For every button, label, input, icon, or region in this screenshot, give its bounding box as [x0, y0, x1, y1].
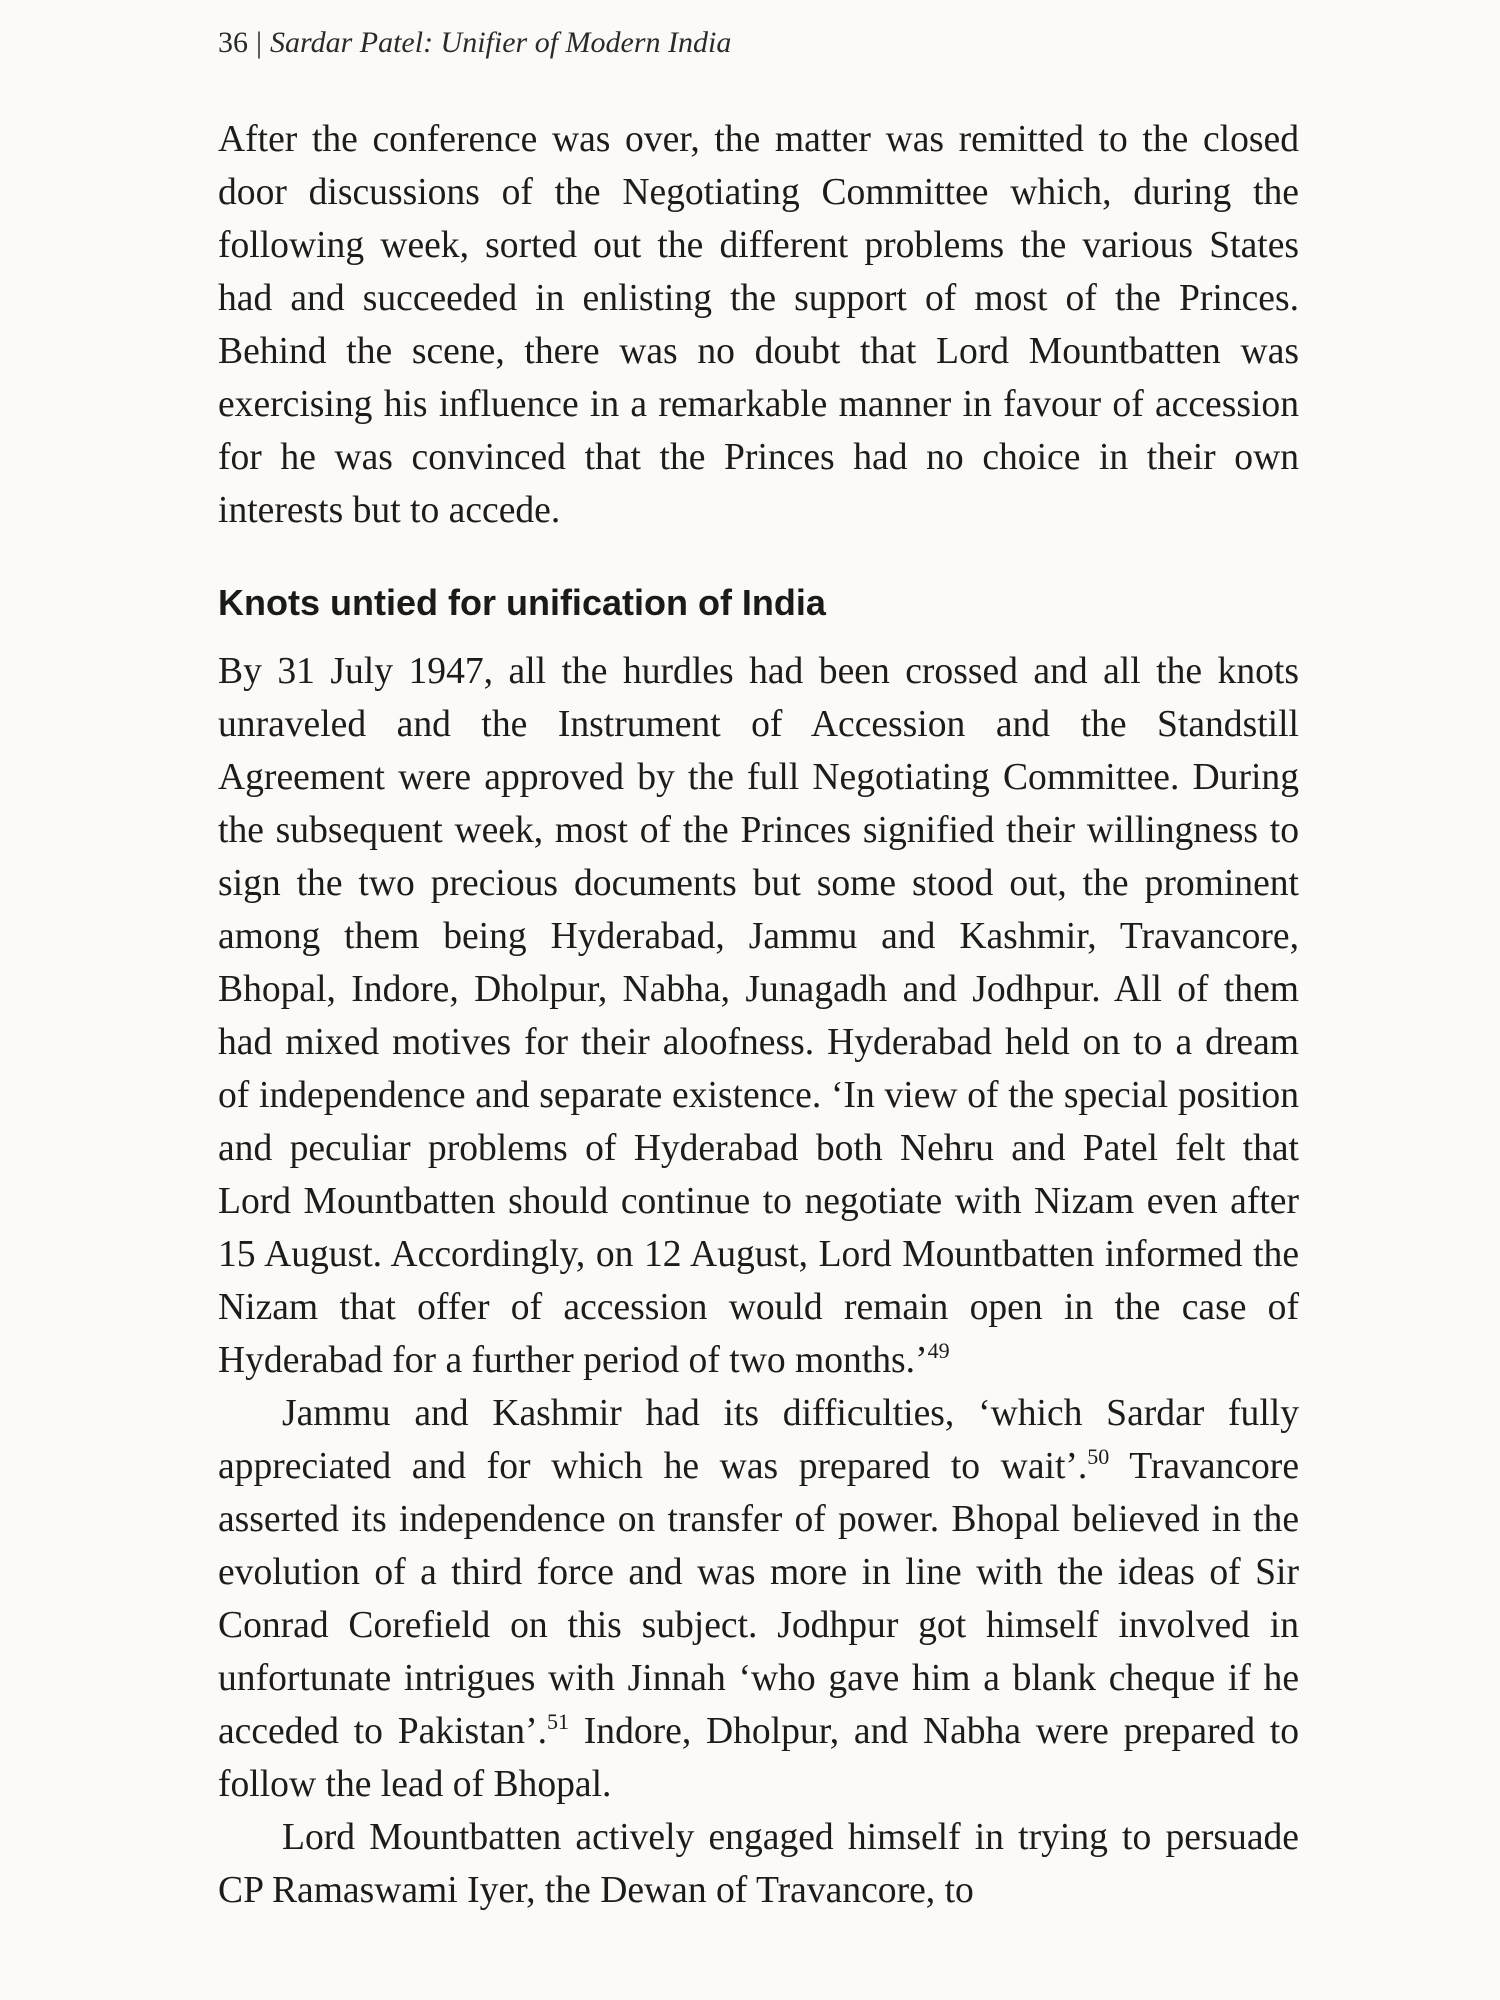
paragraph-mountbatten: Lord Mountbatten actively engaged himself in trying to persuade CP Ramaswami Iyer, the Dewan of Travancore, to [218, 1817, 1299, 1911]
paragraph-hurdles-text: By 31 July 1947, all the hurdles had been crossed and all the knots unraveled and the Instrument of Accession and the Standstill Agreement were approved by the full Negotiating Committee. During the subsequent week, most of the Princes signified their willingness to sign the two precious documents but some stood out, the prominent among them being Hyderabad, Jammu and Kashmir, Travancore, Bhopal, Indore, Dholpur, Nabha, Junagadh and Jodhpur. All of them had mixed motives for their aloofness. Hyderabad held on to a dream of independence and separate existence. ‘In view of the special position and peculiar problems of Hyderabad both Nehru and Patel felt that Lord Mountbatten should continue to negotiate with Nizam even after 15 August. Accordingly, on 12 August, Lord Mountbatten informed the Nizam that offer of accession would remain open in the case of Hyderabad for a further period of two months.’ [218, 651, 1299, 1381]
footnote-ref-49: 49 [927, 1338, 950, 1363]
section-heading: Knots untied for unification of India [218, 582, 826, 623]
book-title: Sardar Patel: Unifier of Modern India [270, 26, 732, 59]
paragraph-jk-text-a: Jammu and Kashmir had its difficulties, ‘which Sardar fully appreciated and for which he was prepared to wait’. [218, 1393, 1299, 1487]
paragraph-conference: After the conference was over, the matter was remitted to the closed door discussions of the Negotiating Committee which, during the following week, sorted out the different problems the various States had and succeeded in enlisting the support of most of the Princes. Behind the scene, there was no doubt that Lord Mountbatten was exercising his influence in a remarkable manner in favour of accession for he was convinced that the Princes had no choice in their own interests but to accede. [218, 119, 1299, 531]
header-separator: | [256, 26, 263, 59]
body-text-main [218, 645, 1299, 1917]
footnote-ref-51: 51 [547, 1709, 569, 1734]
paragraph-hurdles [218, 645, 1299, 1387]
paragraph-jk-text-b: Travancore asserted its independence on transfer of power. Bhopal believed in the evolution of a third force and was more in line with the ideas of Sir Conrad Corefield on this subject. Jodhpur got himself involved in unfortunate intrigues with Jinnah ‘who gave him a blank cheque if he acceded to Pakistan’. [218, 1446, 1299, 1752]
paragraph-jammu-kashmir [218, 1387, 1299, 1811]
footnote-ref-50: 50 [1087, 1444, 1110, 1469]
body-text-top [218, 113, 1299, 537]
page-number: 36 [218, 26, 248, 59]
paragraph-jk-text-c: Indore, Dholpur, and Nabha were prepared to follow the lead of Bhopal. [218, 1711, 1299, 1805]
running-header [218, 26, 731, 60]
